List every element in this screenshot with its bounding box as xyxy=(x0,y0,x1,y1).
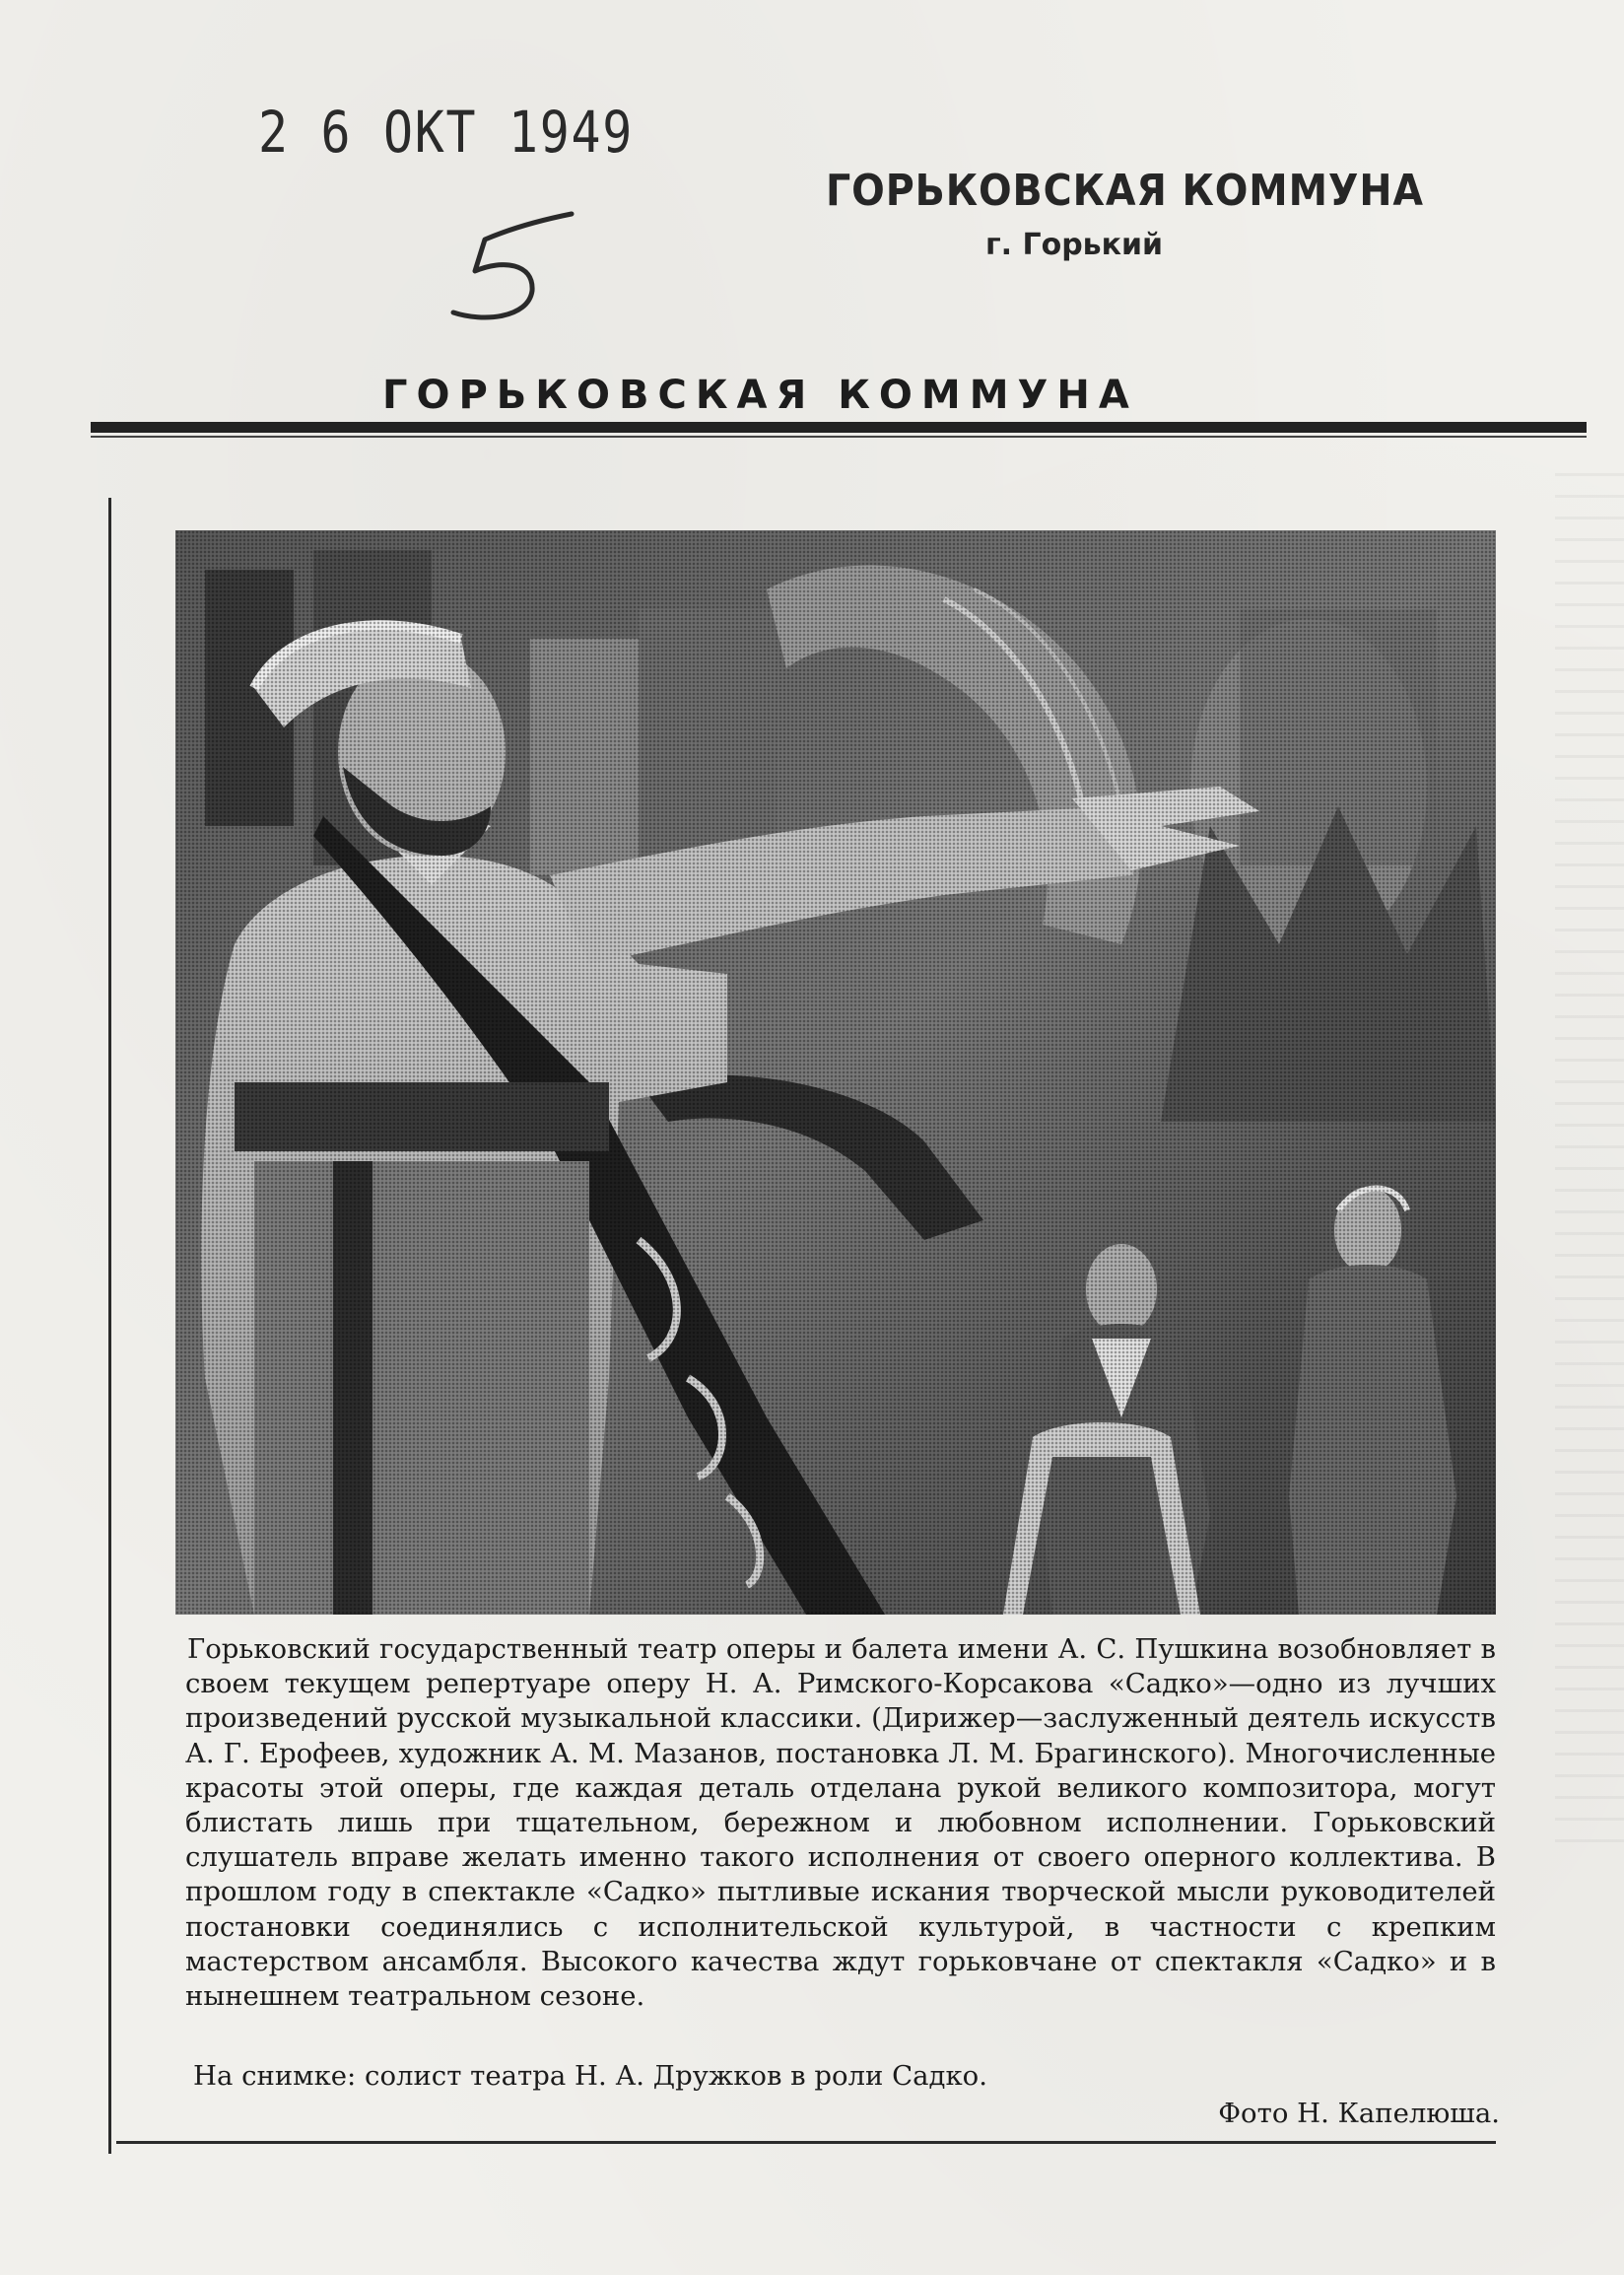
handwritten-number xyxy=(424,202,581,334)
opera-photo-illustration xyxy=(175,530,1496,1615)
source-stamp-city: г. Горький xyxy=(984,228,1164,262)
source-stamp-name: ГОРЬКОВСКАЯ КОММУНА xyxy=(826,166,1424,216)
opera-photo xyxy=(175,530,1496,1615)
source-stamp xyxy=(798,166,1424,262)
bottom-rule xyxy=(116,2141,1496,2144)
bleed-through-print xyxy=(1555,473,1624,1853)
date-stamp: 2 6 ОКТ 1949 xyxy=(258,99,635,166)
masthead-rule-thin xyxy=(91,436,1587,438)
column-rule xyxy=(108,498,111,2154)
article-text xyxy=(185,1632,1496,2014)
masthead-rule xyxy=(91,422,1587,433)
photo-caption: На снимке: солист театра Н. А. Дружков в роли Садко. xyxy=(193,2060,987,2092)
photo-credit: Фото Н. Капелюша. xyxy=(1218,2098,1500,2129)
masthead-title: ГОРЬКОВСКАЯ КОММУНА xyxy=(382,373,1138,418)
article-body: Горьковский государственный театр оперы и балета имени А. С. Пушкина возобновляет в своем текущем репертуаре оперу Н. А. Римского-Корсакова «Садко»—одно из лучших произведений русской музыкальной классики. (Дирижер—заслуженный деятель искусств А. Г. Ерофеев, художник А. М. Мазанов, постановка Л. М. Брагинского). Многочисленные красоты этой оперы, где каждая деталь отделана рукой великого композитора, могут блистать лишь при тщательном, бережном и любовном исполнении. Горьковский слушатель вправе желать именно такого исполнения от своего оперного коллектива. В прошлом году в спектакле «Садко» пытливые искания творческой мысли руководителей постановки соединялись с исполнительской культурой, в частности с крепким мастерством ансамбля. Высокого качества ждут горьковчане от спектакля «Садко» и в нынешнем театральном сезоне. xyxy=(185,1633,1496,2013)
